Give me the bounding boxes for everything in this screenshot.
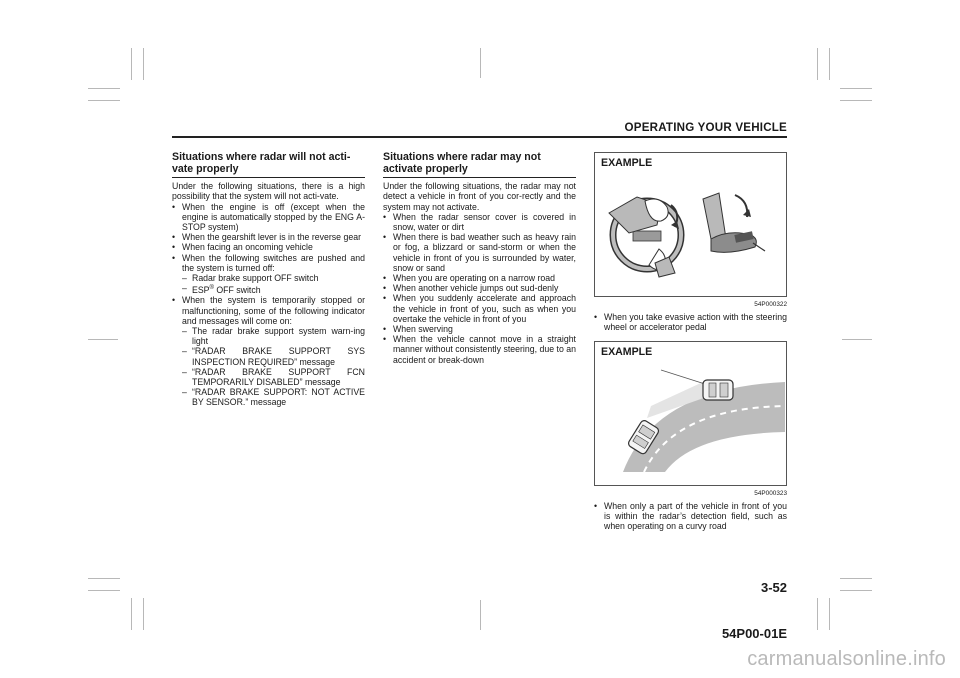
- crop-mark: [840, 88, 872, 89]
- list-item: [172, 295, 365, 407]
- steering-pedal-illustration: [595, 153, 787, 297]
- switch-list: [182, 273, 365, 295]
- example-figure-curve: [594, 341, 787, 486]
- middle-column: [383, 152, 576, 365]
- crop-mark: [842, 339, 872, 340]
- figure-code: 54P000323: [754, 489, 787, 497]
- bullet-list: [172, 202, 365, 296]
- message-item: – “RADAR BRAKE SUPPORT FCN TEMPORARILY DISABLED” message: [182, 367, 365, 387]
- list-item: • When another vehicle jumps out sud-denly: [383, 283, 576, 293]
- crop-mark: [840, 590, 872, 591]
- list-item-text: When the following switches are pushed and the system is turned off:: [182, 252, 365, 273]
- vehicle-ahead-icon: [703, 380, 733, 400]
- crop-mark: [88, 339, 118, 340]
- intro-paragraph: Under the following situations, there is a high possibility that the system will not acti-vate.: [172, 181, 365, 202]
- crop-mark: [131, 48, 132, 80]
- registered-mark: ®: [209, 285, 214, 292]
- list-item: • When you take evasive action with the steering wheel or accelerator pedal: [594, 312, 787, 332]
- bullet-list: [594, 501, 787, 532]
- figure-code: 54P000322: [754, 301, 787, 308]
- crop-mark: [88, 578, 120, 579]
- bullet-list: [172, 295, 365, 407]
- list-item: • When you are operating on a narrow road: [383, 273, 576, 283]
- list-item: • When facing an oncoming vehicle: [172, 242, 365, 252]
- crop-mark: [131, 598, 132, 630]
- crop-mark: [88, 88, 120, 89]
- message-list: [182, 326, 365, 408]
- list-item: • When the radar sensor cover is covered in snow, water or dirt: [383, 212, 576, 232]
- bullet-list: [594, 312, 787, 332]
- crop-mark: [88, 590, 120, 591]
- crop-mark: [817, 48, 818, 80]
- switch-item: – Radar brake support OFF switch: [182, 273, 365, 283]
- section-title: OPERATING YOUR VEHICLE: [624, 121, 787, 134]
- header-rule: [172, 136, 787, 138]
- crop-mark: [480, 600, 481, 630]
- crop-mark: [88, 100, 120, 101]
- message-item: – “RADAR BRAKE SUPPORT SYS INSPECTION REQUIRED” message: [182, 346, 365, 366]
- list-item: • When the vehicle cannot move in a straight manner without consistently steering, due to an accident or break-down: [383, 334, 576, 365]
- list-item: • When you suddenly accelerate and approach the vehicle in front of you, such as when you overtake the vehicle in front of you: [383, 293, 576, 324]
- crop-mark: [840, 578, 872, 579]
- message-item: – “RADAR BRAKE SUPPORT: NOT ACTIVE BY SENSOR.” message: [182, 387, 365, 407]
- esp-text: ESP: [192, 285, 210, 296]
- intro-paragraph: Under the following situations, the radar may not detect a vehicle in front of you cor-rectly and the system may not activate.: [383, 181, 576, 212]
- example-figure-steering: [594, 152, 787, 297]
- list-item: • When the gearshift lever is in the reverse gear: [172, 232, 365, 242]
- watermark: carmanualsonline.info: [747, 648, 946, 670]
- page-number: 3-52: [760, 580, 787, 595]
- crop-mark: [143, 598, 144, 630]
- figure-label: EXAMPLE: [601, 157, 653, 169]
- message-item: – The radar brake support system warn-ing light: [182, 326, 365, 346]
- curvy-road-illustration: [595, 342, 787, 486]
- list-item: [172, 253, 365, 296]
- steering-wheel-icon: [609, 197, 681, 277]
- crop-mark: [143, 48, 144, 80]
- list-item: • When the engine is off (except when the engine is automatically stopped by the ENG A-STOP system): [172, 202, 365, 233]
- switch-suffix: OFF switch: [213, 285, 261, 296]
- bullet-list: [383, 212, 576, 365]
- right-column: [594, 152, 787, 531]
- crop-mark: [829, 48, 830, 80]
- crop-mark: [829, 598, 830, 630]
- left-column: [172, 152, 365, 408]
- accelerator-pedal-icon: [703, 193, 765, 252]
- crop-mark: [817, 598, 818, 630]
- list-item: • When only a part of the vehicle in front of you is within the radar’s detection field, such as when operating on a curvy road: [594, 501, 787, 532]
- section-heading: Situations where radar may not activate properly: [383, 152, 576, 178]
- crop-mark: [480, 48, 481, 78]
- switch-item: [182, 283, 365, 295]
- document-code: 54P00-01E: [721, 626, 787, 641]
- crop-mark: [840, 100, 872, 101]
- list-item: • When swerving: [383, 324, 576, 334]
- figure-label: EXAMPLE: [601, 345, 653, 358]
- section-heading: Situations where radar will not acti-vate properly: [172, 152, 365, 178]
- list-item: • When there is bad weather such as heavy rain or fog, a blizzard or sand-storm or when the vehicle in front of you is surrounded by water, snow or sand: [383, 232, 576, 273]
- list-item-text: When the system is temporarily stopped or malfunctioning, some of the following indicator and messages will come on:: [182, 295, 365, 326]
